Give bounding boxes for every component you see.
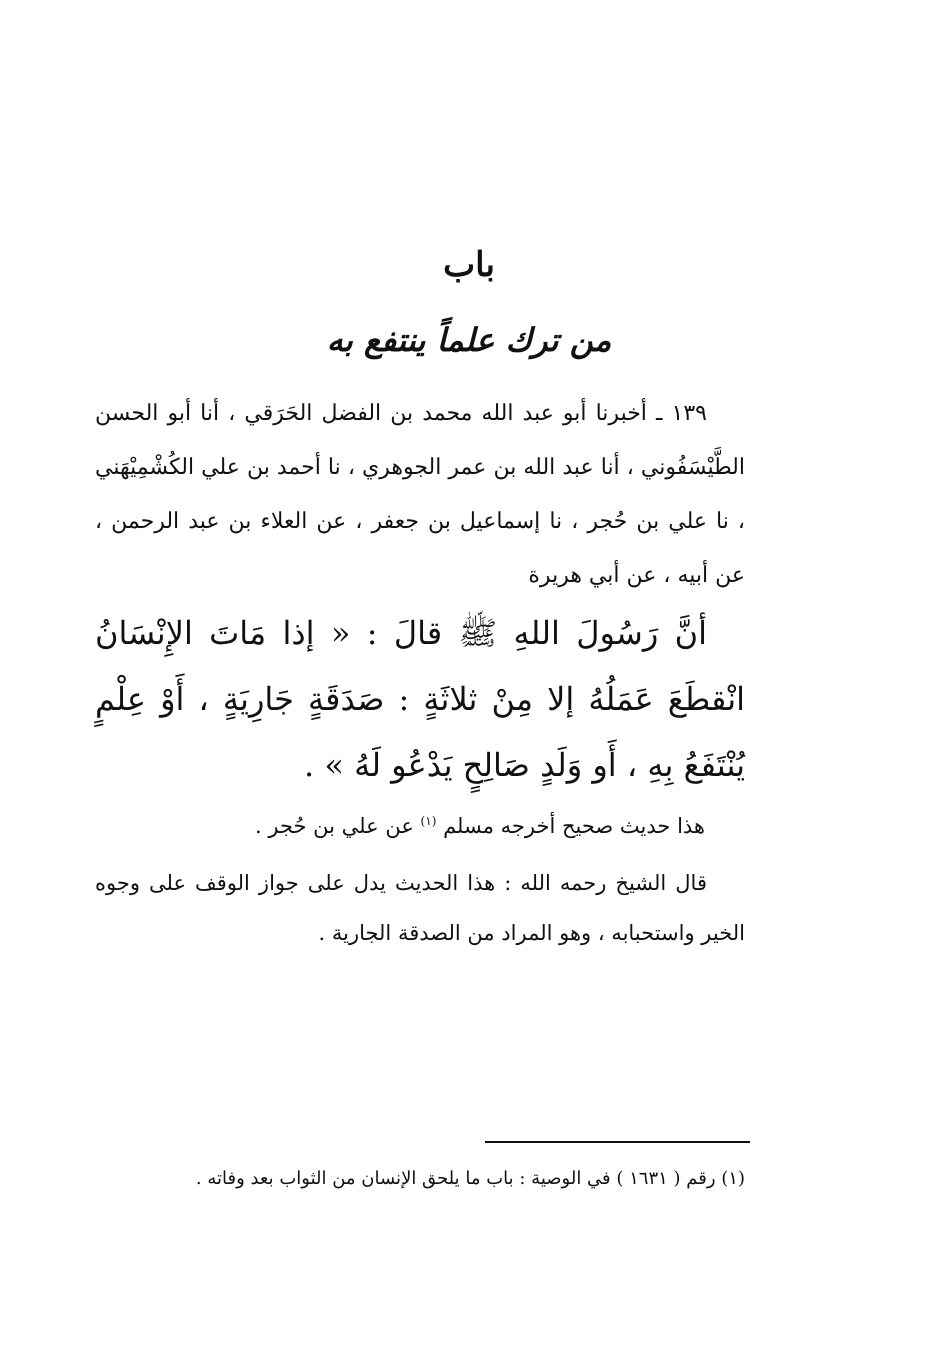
chapter-title: من ترك علماً ينتفع به (326, 321, 612, 359)
grading-text-before: هذا حديث صحيح أخرجه مسلم (443, 814, 705, 838)
chapter-label: باب (443, 245, 495, 285)
footnote-reference[interactable]: (١) (420, 814, 437, 828)
hadith-isnad-text: ١٣٩ ـ أخبرنا أبو عبد الله محمد بن الفضل الحَرَقي ، أنا أبو الحسن الطَّيْسَفُوني ، أنا عبد الله بن عمر الجوهري ، نا أحمد بن علي الكُشْمِيْهَني ، نا علي بن حُجر ، نا إسماعيل بن جعفر ، عن العلاء بن عبد الرحمن ، عن أبيه ، عن أبي هريرة (95, 401, 745, 588)
hadith-grading (95, 806, 705, 846)
commentary-text: قال الشيخ رحمه الله : هذا الحديث يدل على جواز الوقف على وجوه الخير واستحبابه ، وهو المراد من الصدقة الجارية . (95, 871, 745, 945)
footnote-1-text: (١) رقم ( ١٦٣١ ) في الوصية : باب ما يلحق الإنسان من الثواب بعد وفاته . (195, 1168, 745, 1189)
commentary-paragraph (95, 858, 745, 958)
footnote-1 (95, 1160, 745, 1198)
hadith-matn-text: أنَّ رَسُولَ اللهِ ﷺ قالَ : « إذا مَاتَ الإِنْسَانُ انْقطَعَ عَمَلُهُ إلا مِنْ ثلاثَةٍ : صَدَقَةٍ جَارِيَةٍ ، أَوْ عِلْمٍ يُنْتَفَعُ بِهِ ، أَو وَلَدٍ صَالِحٍ يَدْعُو لَهُ » . (95, 614, 745, 784)
grading-text-after: عن علي بن حُجر . (255, 814, 414, 838)
hadith-matn (95, 600, 745, 798)
footnote-separator (485, 1141, 750, 1143)
hadith-isnad (95, 387, 745, 603)
